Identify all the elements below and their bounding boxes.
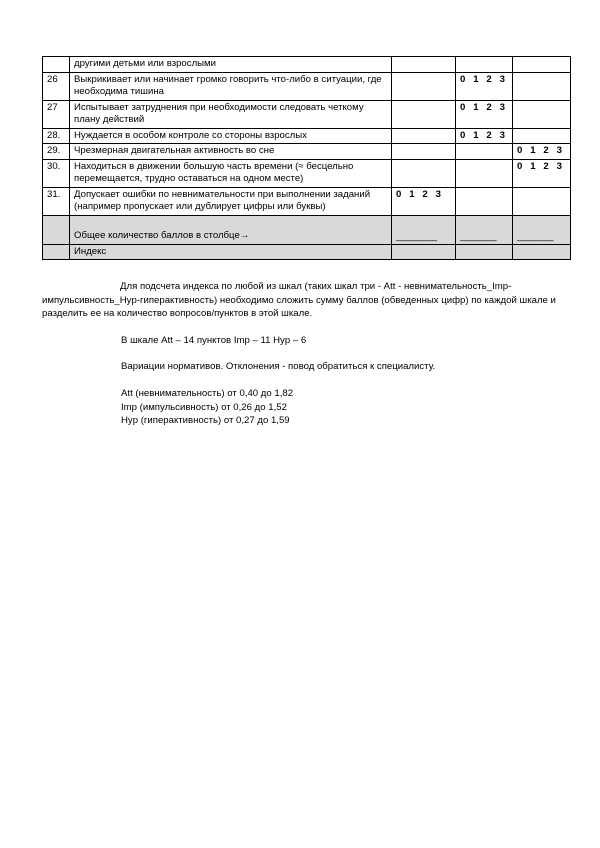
index-att-field[interactable] xyxy=(392,244,456,260)
score-hyp xyxy=(513,100,571,128)
item-text: Нуждается в особом контроле со стороны взрослых xyxy=(70,128,392,144)
item-number: 27 xyxy=(43,100,70,128)
total-row xyxy=(43,215,571,244)
score-imp xyxy=(456,159,513,187)
item-text: Испытывает затруднения при необходимости следовать четкому плану действий xyxy=(70,100,392,128)
item-number: 28. xyxy=(43,128,70,144)
questionnaire-table xyxy=(42,56,571,260)
instruction-text: Для подсчета индекса по любой из шкал (таких шкал три - Att - невнимательность_Imp-импульсивность_Hyp-гиперактивность) необходимо сложить сумму баллов (обведенных цифр) по каждой шкале и разделить ее на количество вопросов/пунктов в этой шкале. xyxy=(42,281,556,320)
instruction-paragraph xyxy=(42,280,562,321)
norm-hyp: Hyp (гиперактивность) от 0,27 до 1,59 xyxy=(121,415,290,427)
norm-att: Att (невнимательность) от 0,40 до 1,82 xyxy=(121,388,294,399)
score-hyp[interactable]: 0 1 2 3 xyxy=(513,144,571,160)
score-att xyxy=(392,57,456,73)
index-label: Индекс xyxy=(70,244,392,260)
score-att xyxy=(392,144,456,160)
item-text: Находиться в движении большую часть времени (≈ бесцельно перемещается, трудно оставаться на одном месте) xyxy=(70,159,392,187)
norms-list xyxy=(121,387,561,428)
item-number: 31. xyxy=(43,187,70,215)
score-imp[interactable]: 0 1 2 3 xyxy=(456,72,513,100)
index-number-cell xyxy=(43,244,70,260)
scale-counts-text: В шкале Att – 14 пунктов Imp – 11 Hyp – 6 xyxy=(121,335,307,346)
total-label: Общее количество баллов в столбце→ xyxy=(70,215,392,244)
score-imp xyxy=(456,144,513,160)
total-imp-field[interactable]: ________ xyxy=(456,215,513,244)
score-att xyxy=(392,128,456,144)
score-imp xyxy=(456,187,513,215)
table-row xyxy=(43,144,571,160)
score-att xyxy=(392,72,456,100)
score-imp[interactable]: 0 1 2 3 xyxy=(456,100,513,128)
item-number xyxy=(43,57,70,73)
score-att xyxy=(392,100,456,128)
score-hyp xyxy=(513,187,571,215)
table-row xyxy=(43,159,571,187)
score-hyp[interactable]: 0 1 2 3 xyxy=(513,159,571,187)
table-row xyxy=(43,187,571,215)
item-text: другими детьми или взрослыми xyxy=(70,57,392,73)
item-number: 26 xyxy=(43,72,70,100)
score-hyp xyxy=(513,128,571,144)
score-imp xyxy=(456,57,513,73)
item-number: 30. xyxy=(43,159,70,187)
index-row xyxy=(43,244,571,260)
total-number-cell xyxy=(43,215,70,244)
total-hyp-field[interactable]: ________ xyxy=(513,215,571,244)
norms-intro-text: Вариации нормативов. Отклонения - повод обратиться к специалисту. xyxy=(121,361,436,372)
total-att-field[interactable]: _________ xyxy=(392,215,456,244)
table-row xyxy=(43,57,571,73)
score-hyp xyxy=(513,57,571,73)
index-imp-field[interactable] xyxy=(456,244,513,260)
table-row xyxy=(43,72,571,100)
norm-imp: Imp (импульсивность) от 0,26 до 1,52 xyxy=(121,401,287,413)
item-text: Чрезмерная двигательная активность во сне xyxy=(70,144,392,160)
table-row xyxy=(43,100,571,128)
score-imp[interactable]: 0 1 2 3 xyxy=(456,128,513,144)
score-att xyxy=(392,159,456,187)
index-hyp-field[interactable] xyxy=(513,244,571,260)
item-number: 29. xyxy=(43,144,70,160)
table-row xyxy=(43,128,571,144)
item-text: Выкрикивает или начинает громко говорить что-либо в ситуации, где необходима тишина xyxy=(70,72,392,100)
item-text: Допускает ошибки по невнимательности при выполнении заданий (например пропускает или дублирует цифры или буквы) xyxy=(70,187,392,215)
score-att[interactable]: 0 1 2 3 xyxy=(392,187,456,215)
score-hyp xyxy=(513,72,571,100)
